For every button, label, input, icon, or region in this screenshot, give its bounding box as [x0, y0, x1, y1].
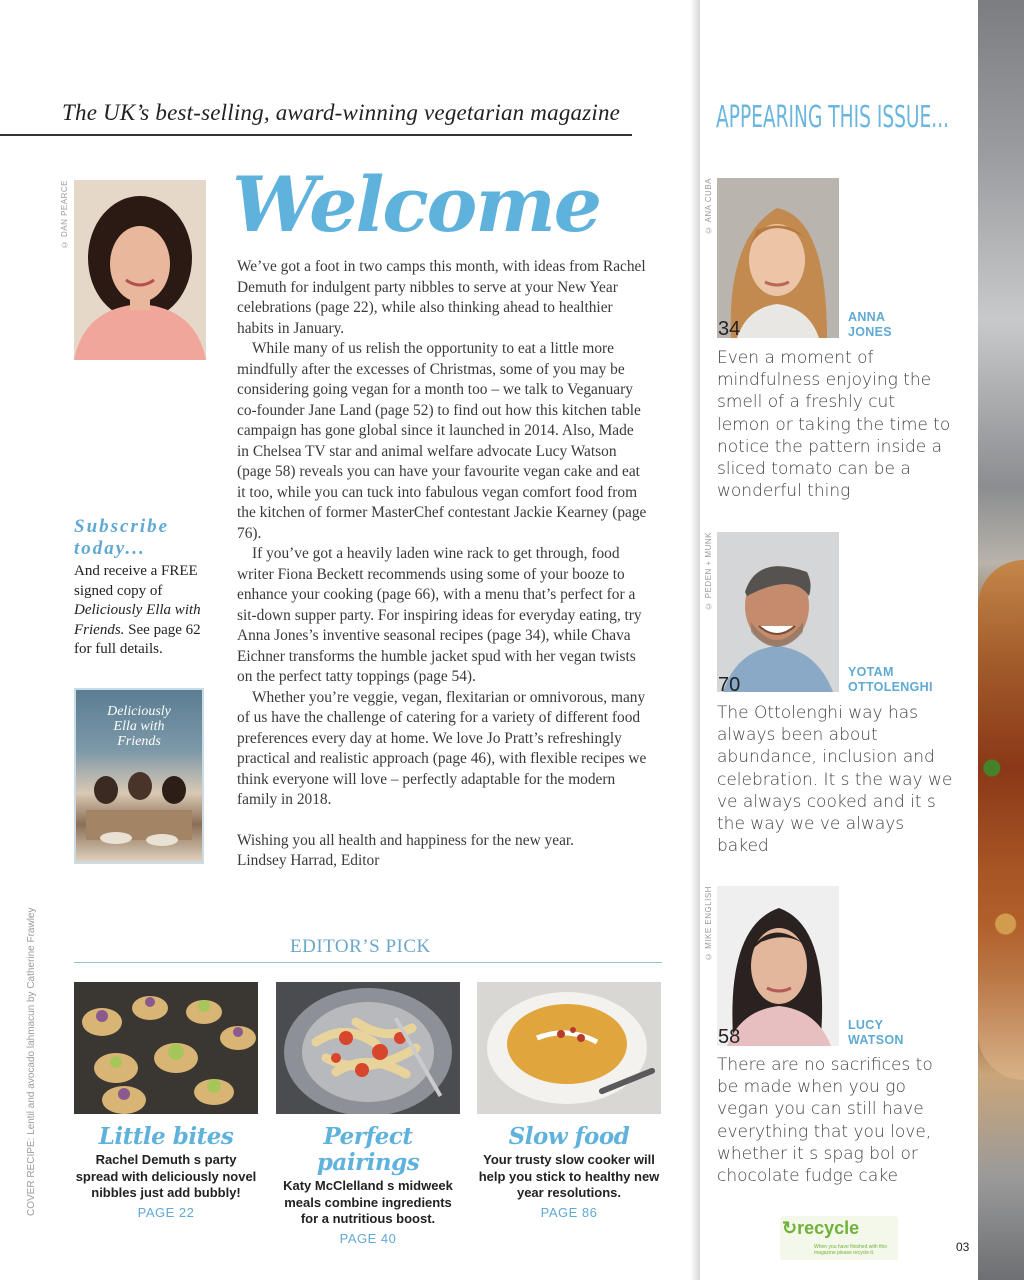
book-title: Deliciously Ella with Friends. [74, 602, 201, 638]
pick-title: Perfect pairings [316, 1123, 420, 1176]
recycle-note: When you have finished with this magazine please recycle it. [814, 1244, 887, 1256]
pick-slow-food [477, 982, 661, 1220]
contributor-photo [717, 532, 839, 692]
contributor-quote: Even a moment of mindfulness enjoying the smell of a freshly cut lemon or taking the time to notice the pattern inside a sliced tomato can be a wonderful thing [717, 348, 951, 502]
contributor-photo [717, 886, 839, 1046]
pick-description: Your trusty slow cooker will help you stick to healthy new year resolutions. [478, 1152, 660, 1200]
contributor-first-name: ANNA [848, 310, 886, 324]
contributor-name [848, 1018, 904, 1048]
pick-little-bites [74, 982, 258, 1220]
pick-image-slow-food [477, 982, 661, 1114]
contributor-last-name: WATSON [848, 1033, 904, 1047]
welcome-heading: Welcome [232, 160, 601, 249]
letter-paragraph: Whether you’re veggie, vegan, flexitarian or omnivorous, many of us have the challenge of catering for a variety of different food preferences every day at home. We love Jo Pratt’s refreshingly practical and realistic approach (page 46), with flexible recipes we think everyone will love – perfectly adaptable for the modern family in 2018. [237, 688, 647, 808]
editors-pick-rule [74, 962, 662, 963]
book-cover-line: Ella with [113, 719, 165, 734]
contributor-quote: There are no sacrifices to be made when you go vegan you can still have everything that you love, whether it s spag bol or chocolate fudge cake [717, 1055, 933, 1187]
book-cover-line: Deliciously [107, 704, 171, 719]
pick-perfect-pairings [276, 982, 460, 1246]
food-photo-strip [978, 0, 1024, 1280]
contributor-name [848, 310, 892, 340]
pick-title: Slow food [508, 1123, 630, 1150]
pick-description: Rachel Demuth s party spread with deliciously novel nibbles just add bubbly! [75, 1152, 257, 1200]
subscribe-promo [74, 516, 214, 660]
editor-signature: Lindsey Harrad, Editor [237, 852, 380, 869]
letter-paragraph: We’ve got a foot in two camps this month, with ideas from Rachel Demuth for indulgent party nibbles to serve at your New Year celebrations (page 22), while also thinking ahead to healthier habits in January. [237, 258, 646, 337]
subscribe-heading: Subscribe [74, 516, 170, 537]
photo-credit-yotam: © PEDEN + MUNK [704, 532, 713, 611]
pick-description: Katy McClelland s midweek meals combine ingredients for a nutritious boost. [283, 1178, 453, 1226]
pick-page-link[interactable]: PAGE 86 [540, 1204, 598, 1220]
contributor-last-name: OTTOLENGHI [848, 680, 933, 694]
pick-page-link[interactable]: PAGE 22 [137, 1204, 195, 1220]
book-cover-line: Friends [117, 734, 161, 749]
pick-title: Little bites [98, 1123, 234, 1150]
subscribe-heading-2: today... [74, 538, 146, 559]
contributor-photo [717, 178, 839, 338]
letter-paragraph: If you’ve got a heavily laden wine rack to get through, food writer Fiona Beckett recommends using some of your booze to enhance your cooking (page 66), with a menu that’s perfect for a sit-down supper party. For inspiring ideas for everyday eating, try Anna Jones’s inventive seasonal recipes (page 34), while Chava Eichner transforms the humble jacket spud with her vegan twists on the perfect tatty toppings (page 54). [237, 545, 642, 685]
photo-credit-editor: © DAN PEARCE [60, 180, 69, 250]
contributor-first-name: YOTAM [848, 665, 894, 679]
editor-photo [74, 180, 206, 360]
contributor-page-number: 58 [718, 1026, 741, 1048]
subscribe-text-2: See page 62 for full details. [74, 621, 201, 657]
page-fold-shadow [690, 0, 700, 1280]
magazine-tagline: The UK’s best-selling, award-winning vegetarian magazine [62, 100, 621, 125]
pick-image-little-bites [74, 982, 258, 1114]
letter-paragraph: While many of us relish the opportunity to eat a little more mindfully after the excesses of Christmas, some of you may be considering going vegan for a month too – we talk to Veganuary co-founder Jane Land (page 52) to find out how this kitchen table campaign has gone global since it launched in 2014. Also, Made in Chelsea TV star and animal welfare advocate Lucy Watson (page 58) reveals you can have your favourite vegan cake and eat it too, while you can tuck into fabulous vegan comfort food from the kitchen of former MasterChef contestant Jackie Kearney (page 76). [237, 340, 647, 542]
recycle-logo-text: recycle [797, 1218, 860, 1238]
subscribe-text-1: And receive a FREE signed copy of [74, 563, 198, 599]
recycle-icon: ↻recycle [782, 1218, 860, 1238]
subscribe-text [74, 562, 214, 660]
recycle-logo [780, 1216, 898, 1260]
pick-image-perfect-pairings [276, 982, 460, 1114]
page-number: 03 [956, 1240, 970, 1254]
photo-credit-lucy: © MIKE ENGLISH [704, 886, 713, 962]
contributor-quote: The Ottolenghi way has always been about abundance, inclusion and celebration. It s the way we ve always cooked and it s the way we ve always baked [717, 703, 953, 857]
photo-credit-anna: © ANA CUBA [704, 178, 713, 235]
editors-pick-heading: EDITOR’S PICK [290, 936, 431, 957]
contributor-last-name: JONES [848, 325, 892, 339]
pick-page-link[interactable]: PAGE 40 [339, 1230, 397, 1246]
appearing-heading: APPEARING THIS ISSUE... [716, 100, 950, 135]
contributor-page-number: 70 [718, 674, 741, 696]
tagline-rule [0, 134, 632, 136]
editor-letter [237, 257, 649, 872]
contributor-name [848, 665, 933, 695]
cover-recipe-credit: COVER RECIPE: Lentil and avocado lahmacun by Catherine Frawley [26, 907, 37, 1216]
contributor-page-number: 34 [718, 318, 741, 340]
book-cover [74, 688, 204, 864]
letter-signoff: Wishing you all health and happiness for the new year. [237, 831, 575, 849]
contributor-first-name: LUCY [848, 1018, 884, 1032]
